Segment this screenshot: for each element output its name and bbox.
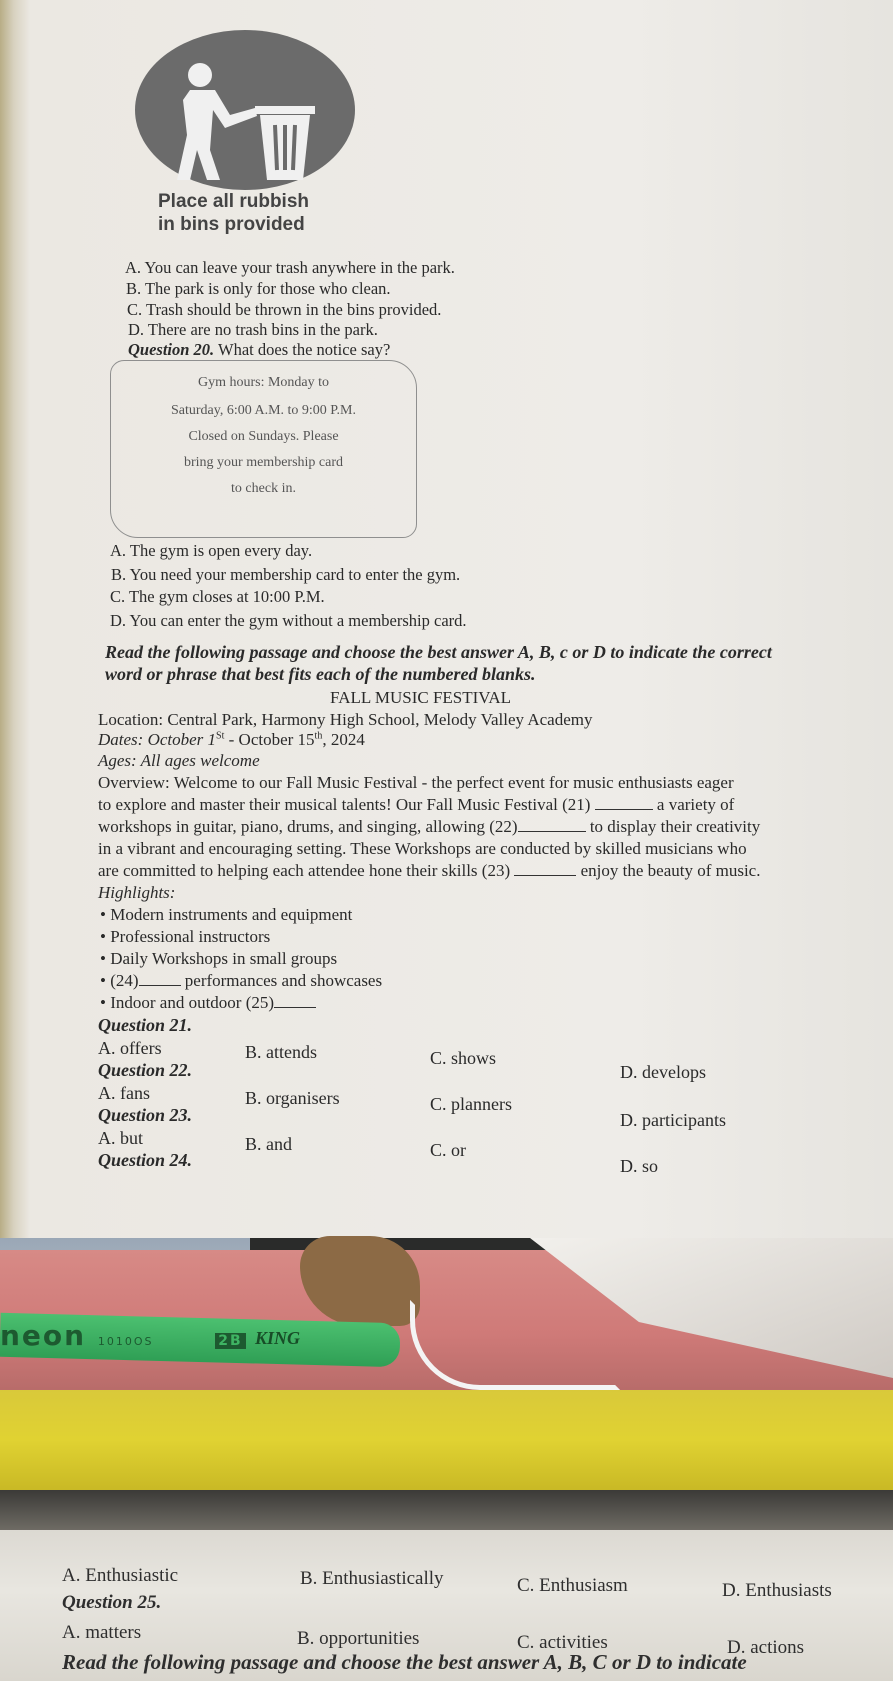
q20-question: Question 20. What does the notice say? <box>128 340 391 359</box>
q22-option-c[interactable]: C. planners <box>430 1094 512 1114</box>
q21-option-b[interactable]: B. attends <box>245 1042 317 1062</box>
q20-option-b: B. You need your membership card to enter the gym. <box>111 565 461 584</box>
question-22-label: Question 22. <box>98 1060 193 1080</box>
highlight-item-24: • (24) performances and showcases <box>100 971 383 990</box>
question-25-label: Question 25. <box>62 1592 162 1613</box>
q21-option-d[interactable]: D. develops <box>620 1062 706 1082</box>
gym-notice-line: bring your membership card <box>183 455 343 470</box>
overview-line-1: Overview: Welcome to our Fall Music Festival - the perfect event for music enthusiasts eager <box>98 773 734 792</box>
q19-option-a: A. You can leave your trash anywhere in the park. <box>125 258 455 277</box>
q24-option-d[interactable]: D. Enthusiasts <box>722 1580 832 1601</box>
next-instruction: Read the following passage and choose the best answer A, B, C or D to indicate <box>62 1650 747 1674</box>
overview-line-2: to explore and master their musical talents! Our Fall Music Festival (21) a variety of <box>98 795 735 814</box>
q24-option-c[interactable]: C. Enthusiasm <box>517 1575 628 1596</box>
q23-option-d[interactable]: D. so <box>620 1156 659 1176</box>
gym-notice-line: Closed on Sundays. Please <box>188 429 339 444</box>
q20-option-c: C. The gym closes at 10:00 P.M. <box>110 587 325 606</box>
highlight-item: • Professional instructors <box>100 927 271 946</box>
q19-option-b: B. The park is only for those who clean. <box>126 279 391 298</box>
pencil-brand: neon 1010OS 2B <box>0 1319 246 1352</box>
highlight-item-25: • Indoor and outdoor (25) <box>100 993 316 1013</box>
q22-option-d[interactable]: D. participants <box>620 1110 726 1130</box>
question-24-label: Question 24. <box>98 1150 193 1170</box>
question-23-label: Question 23. <box>98 1105 193 1125</box>
q21-option-a[interactable]: A. offers <box>98 1038 162 1058</box>
gym-notice-line: Gym hours: Monday to <box>197 375 330 390</box>
overview-line-5: are committed to helping each attendee hone their skills (23) enjoy the beauty of music. <box>98 861 761 880</box>
q23-option-b[interactable]: B. and <box>245 1134 292 1154</box>
passage-ages: Ages: All ages welcome <box>98 751 260 770</box>
q22-option-b[interactable]: B. organisers <box>245 1088 340 1108</box>
pencil-name: KING <box>255 1328 301 1348</box>
yellow-fabric <box>0 1390 893 1490</box>
q24-option-a[interactable]: A. Enthusiastic <box>62 1565 179 1586</box>
passage-location: Location: Central Park, Harmony High School, Melody Valley Academy <box>98 710 593 729</box>
gym-notice <box>110 360 417 538</box>
instruction-line-2: word or phrase that best fits each of the numbered blanks. <box>105 664 536 684</box>
q21-option-c[interactable]: C. shows <box>430 1048 497 1068</box>
passage-dates: Dates: October 1St - October 15th, 2024 <box>98 730 365 749</box>
q25-option-a[interactable]: A. matters <box>62 1622 142 1643</box>
instruction-line-1: Read the following passage and choose the best answer A, B, c or D to indicate the correct <box>105 642 772 662</box>
q23-option-a[interactable]: A. but <box>98 1128 143 1148</box>
gym-notice-line: Saturday, 6:00 A.M. to 9:00 P.M. <box>171 403 356 418</box>
q22-option-a[interactable]: A. fans <box>98 1083 150 1103</box>
q25-option-c[interactable]: C. activities <box>517 1632 608 1653</box>
q25-option-b[interactable]: B. opportunities <box>297 1628 420 1649</box>
q19-option-d: D. There are no trash bins in the park. <box>128 320 378 339</box>
q23-option-c[interactable]: C. or <box>430 1140 466 1160</box>
overview-line-3: workshops in guitar, piano, drums, and singing, allowing (22) to display their creativity <box>98 817 761 836</box>
q25-option-d[interactable]: D. actions <box>727 1637 805 1658</box>
white-cable <box>410 1300 620 1390</box>
rubbish-sign-text: Place all rubbish in bins provided <box>158 191 309 235</box>
gym-notice-line: to check in. <box>231 481 296 496</box>
highlight-item: • Daily Workshops in small groups <box>100 949 338 968</box>
q20-option-d: D. You can enter the gym without a membership card. <box>110 611 467 630</box>
question-21-label: Question 21. <box>98 1015 193 1035</box>
passage-title: FALL MUSIC FESTIVAL <box>330 688 512 707</box>
overview-line-4: in a vibrant and encouraging setting. These Workshops are conducted by skilled musicians who <box>98 839 747 858</box>
highlight-item: • Modern instruments and equipment <box>100 905 353 924</box>
dark-edge <box>0 1490 893 1530</box>
highlights-label: Highlights: <box>98 883 176 902</box>
q19-option-c: C. Trash should be thrown in the bins provided. <box>127 300 442 319</box>
rubbish-bin-icon <box>135 30 355 190</box>
q24-option-b[interactable]: B. Enthusiastically <box>300 1568 444 1589</box>
q20-option-a: A. The gym is open every day. <box>110 541 313 560</box>
